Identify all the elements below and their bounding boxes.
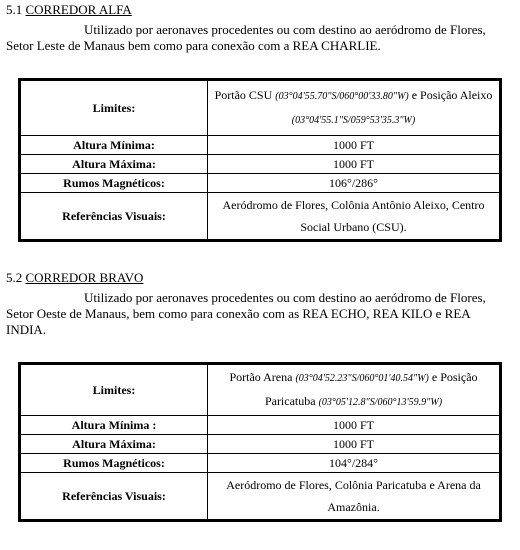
altura-minima-label: Altura Mínima : bbox=[20, 416, 208, 435]
altura-minima-value: 1000 FT bbox=[208, 416, 501, 435]
limites-label: Limites: bbox=[20, 80, 208, 136]
section-description-bravo: Utilizado por aeronaves procedentes ou com destino ao aeródromo de Flores, Setor Oeste de Manaus, bem como para conexão com as REA ECHO, REA KILO e REA INDIA. bbox=[6, 290, 486, 337]
section-number: 5.1 bbox=[6, 2, 23, 17]
altura-maxima-label: Altura Máxima: bbox=[20, 155, 208, 174]
referencias-visuais-label: Referências Visuais: bbox=[20, 473, 208, 521]
table-row bbox=[20, 364, 501, 416]
table-row bbox=[20, 80, 501, 136]
limites-label: Limites: bbox=[20, 364, 208, 416]
altura-maxima-value: 1000 FT bbox=[208, 155, 501, 174]
corridor-table-alfa bbox=[18, 78, 502, 242]
section-description-alfa: Utilizado por aeronaves procedentes ou com destino ao aeródromo de Flores, Setor Leste de Manaus bem como para conexão com a REA CHARLIE. bbox=[6, 22, 486, 53]
section-heading-alfa bbox=[6, 2, 132, 18]
rumos-magneticos-value: 104°/284° bbox=[208, 454, 501, 473]
table-row bbox=[20, 454, 501, 473]
section-name: CORREDOR ALFA bbox=[25, 2, 132, 17]
section-number: 5.2 bbox=[6, 270, 23, 285]
altura-maxima-label: Altura Máxima: bbox=[20, 435, 208, 454]
limites-value: Portão CSU (03°04'55.70"S/060°00'33.80"W) e Posição Aleixo (03°04'55.1"S/059°53'35.3"W) bbox=[208, 80, 501, 136]
referencias-visuais-value: Aeródromo de Flores, Colônia Paricatuba e Arena da Amazônia. bbox=[208, 473, 501, 521]
table-row bbox=[20, 473, 501, 521]
rumos-magneticos-value: 106°/286° bbox=[208, 174, 501, 193]
table-row bbox=[20, 136, 501, 155]
table-row bbox=[20, 155, 501, 174]
table-row bbox=[20, 174, 501, 193]
altura-minima-value: 1000 FT bbox=[208, 136, 501, 155]
corridor-table-bravo bbox=[18, 362, 502, 522]
table-row bbox=[20, 435, 501, 454]
section-heading-bravo bbox=[6, 270, 143, 286]
rumos-magneticos-label: Rumos Magnéticos: bbox=[20, 174, 208, 193]
limites-value: Portão Arena (03°04'52.23"S/060°01'40.54"W) e Posição Paricatuba (03°05'12.8"S/060°13'59.9"W) bbox=[208, 364, 501, 416]
table-row bbox=[20, 193, 501, 241]
referencias-visuais-value: Aeródromo de Flores, Colônia Antônio Aleixo, Centro Social Urbano (CSU). bbox=[208, 193, 501, 241]
altura-minima-label: Altura Mínima: bbox=[20, 136, 208, 155]
table-row bbox=[20, 416, 501, 435]
referencias-visuais-label: Referências Visuais: bbox=[20, 193, 208, 241]
section-name: CORREDOR BRAVO bbox=[25, 270, 144, 285]
altura-maxima-value: 1000 FT bbox=[208, 435, 501, 454]
rumos-magneticos-label: Rumos Magnéticos: bbox=[20, 454, 208, 473]
